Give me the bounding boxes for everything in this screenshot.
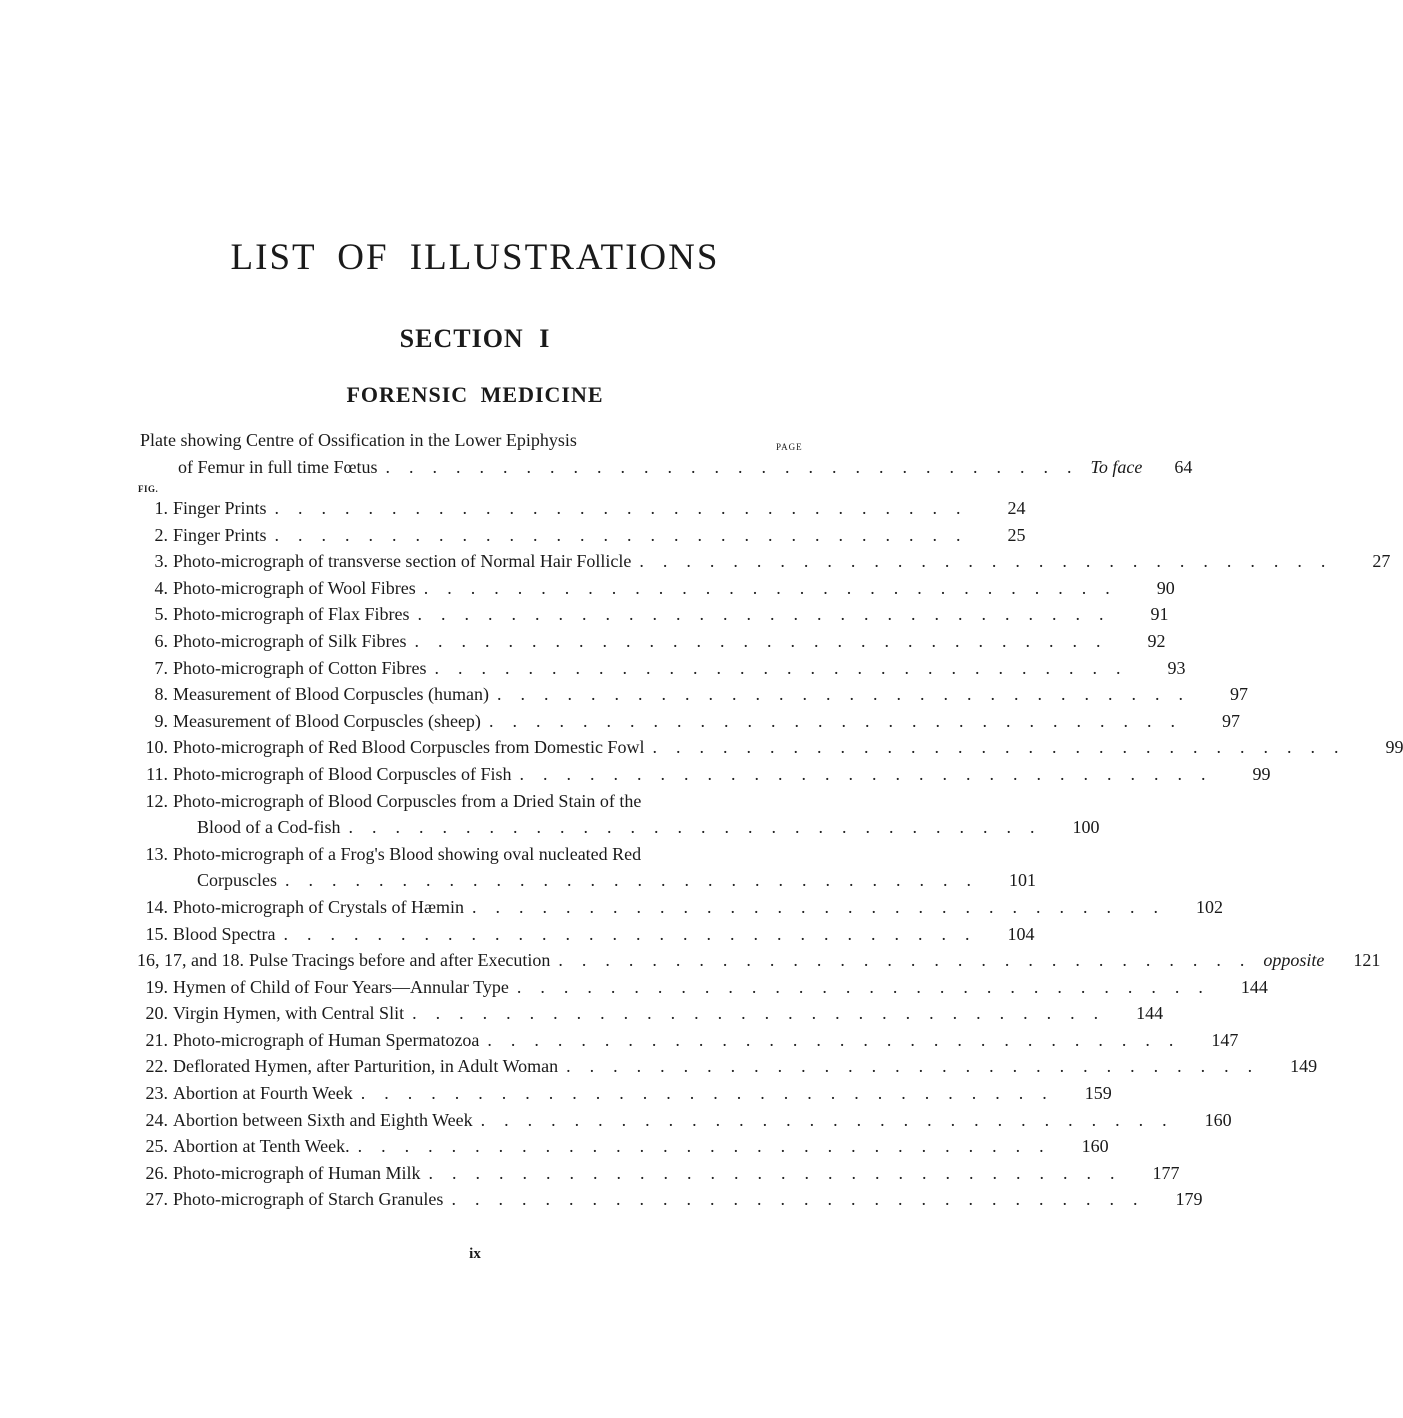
dot-leader: .............................. (480, 1109, 1186, 1130)
figure-number: 22. (145, 1056, 168, 1077)
list-item (134, 1080, 1112, 1107)
dot-leader: .............................. (516, 976, 1222, 997)
figure-caption: Abortion between Sixth and Eighth Week (173, 1109, 473, 1130)
figure-page-number: 97 (1221, 710, 1240, 731)
figure-page-number: 91 (1150, 604, 1169, 625)
figure-number: 21. (145, 1029, 168, 1050)
dot-leader: .............................. (496, 684, 1202, 705)
figure-number: 27. (145, 1189, 168, 1210)
page-folio: ix (469, 1246, 481, 1262)
figure-number: 13. (145, 843, 168, 864)
dot-leader: .............................. (274, 498, 980, 518)
figure-number: 10. (145, 737, 168, 758)
list-item (134, 974, 1268, 1001)
dot-leader: .............................. (451, 1189, 1157, 1210)
figure-number: 15. (145, 923, 168, 944)
figure-number: 12. (145, 790, 168, 811)
plate-caption-line1: Plate showing Centre of Ossification in the Lower Epiphysis (140, 430, 577, 450)
figure-caption-continuation: Blood of a Cod-fish (197, 817, 341, 838)
list-item (134, 947, 1381, 974)
figure-page-number: 160 (1204, 1109, 1232, 1130)
plate-page-number: 64 (1174, 457, 1193, 477)
list-item-continuation (134, 814, 1100, 841)
figure-caption: Photo-micrograph of Starch Granules (173, 1189, 444, 1210)
figure-page-number: 99 (1252, 763, 1271, 784)
figure-page-number: 121 (1353, 950, 1381, 971)
list-item (134, 655, 1186, 682)
dot-leader: .............................. (434, 657, 1140, 678)
dot-leader: .............................. (285, 870, 990, 891)
list-item (134, 841, 810, 868)
list-item (134, 1053, 1318, 1080)
dot-leader: .............................. (414, 630, 1120, 651)
figure-caption: Photo-micrograph of Blood Corpuscles from a Dried Stain of the (173, 790, 642, 811)
list-item (134, 681, 1248, 708)
fig-column-header: FIG. (138, 484, 159, 494)
figure-caption: Photo-micrograph of Wool Fibres (173, 577, 416, 598)
list-item (134, 1027, 1239, 1054)
figure-page-number: 101 (1009, 870, 1036, 891)
plate-caption-line2-row (140, 454, 1193, 481)
figure-caption: Abortion at Fourth Week (173, 1083, 353, 1104)
figure-number: 1. (154, 498, 168, 518)
figure-caption-continuation: Corpuscles (197, 870, 277, 891)
figure-caption: Finger Prints (173, 498, 267, 518)
dot-leader: .............................. (471, 896, 1177, 917)
figure-page-number: 149 (1290, 1056, 1318, 1077)
plate-note: To face (1090, 457, 1143, 477)
figure-number: 4. (154, 577, 168, 598)
list-item (134, 575, 1175, 602)
list-item (134, 1186, 1203, 1213)
figure-page-number: 179 (1175, 1189, 1203, 1210)
list-item (134, 1107, 1232, 1134)
list-item (134, 894, 1223, 921)
plate-caption-line2: of Femur in full time Fœtus (178, 457, 378, 477)
figure-number: 20. (145, 1003, 168, 1024)
list-item (134, 921, 1035, 948)
figure-number: 19. (145, 976, 168, 997)
figure-number: 16, 17, and 18. (137, 950, 244, 971)
dot-leader: .............................. (348, 817, 1054, 838)
section-title: SECTION I (399, 324, 551, 353)
dot-leader: .............................. (652, 737, 1358, 758)
list-item (134, 761, 1271, 788)
dot-leader: .............................. (488, 710, 1194, 731)
figure-number: 5. (154, 604, 168, 625)
dot-leader: .............................. (417, 604, 1123, 625)
figure-page-number: 159 (1084, 1083, 1112, 1104)
list-item-continuation (134, 867, 1036, 894)
figure-caption: Hymen of Child of Four Years—Annular Type (173, 976, 509, 997)
figure-caption: Photo-micrograph of Silk Fibres (173, 630, 407, 651)
figure-number: 25. (145, 1136, 168, 1157)
figure-page-number: 27 (1372, 551, 1391, 572)
list-item (134, 1000, 1164, 1027)
illustration-list (134, 495, 1403, 1213)
dot-leader: .............................. (357, 1136, 1063, 1157)
figure-note: opposite (1263, 950, 1325, 971)
figure-page-number: 97 (1229, 684, 1248, 705)
figure-number: 3. (154, 551, 168, 572)
figure-number: 7. (154, 657, 168, 678)
dot-leader: .............................. (558, 950, 1264, 971)
figure-caption: Photo-micrograph of Red Blood Corpuscles from Domestic Fowl (173, 737, 645, 758)
dot-leader: .............................. (519, 763, 1225, 784)
figure-caption: Photo-micrograph of transverse section of Normal Hair Follicle (173, 551, 632, 572)
figure-page-number: 92 (1147, 630, 1166, 651)
figure-caption: Pulse Tracings before and after Execution (249, 950, 551, 971)
figure-page-number: 102 (1195, 896, 1223, 917)
figure-number: 11. (146, 763, 168, 784)
list-item (134, 1133, 1109, 1160)
figure-caption: Photo-micrograph of Flax Fibres (173, 604, 410, 625)
figure-number: 14. (145, 896, 168, 917)
dot-leader: .............................. (423, 577, 1129, 598)
figure-page-number: 144 (1240, 976, 1268, 997)
figure-page-number: 24 (1007, 498, 1026, 518)
plate-entry (140, 427, 1193, 481)
list-item (134, 788, 810, 815)
list-item (134, 628, 1166, 655)
figure-page-number: 160 (1081, 1136, 1109, 1157)
figure-page-number: 144 (1136, 1003, 1164, 1024)
figure-caption: Deflorated Hymen, after Parturition, in Adult Woman (173, 1056, 559, 1077)
figure-caption: Finger Prints (173, 524, 267, 545)
figure-caption: Photo-micrograph of Human Spermatozoa (173, 1029, 480, 1050)
dot-leader: .............................. (566, 1056, 1272, 1077)
figure-caption: Blood Spectra (173, 923, 276, 944)
dot-leader: .............................. (283, 923, 989, 944)
list-item (134, 601, 1169, 628)
dot-leader: .............................. (428, 1162, 1134, 1183)
figure-caption: Photo-micrograph of Human Milk (173, 1162, 421, 1183)
page-title: LIST OF ILLUSTRATIONS (230, 237, 720, 278)
figure-page-number: 99 (1385, 737, 1403, 758)
figure-number: 26. (145, 1162, 168, 1183)
figure-number: 2. (154, 524, 168, 545)
dot-leader: .............................. (360, 1083, 1066, 1104)
dot-leader: .............................. (639, 551, 1345, 572)
figure-page-number: 93 (1167, 657, 1186, 678)
figure-caption: Measurement of Blood Corpuscles (sheep) (173, 710, 481, 731)
figure-caption: Abortion at Tenth Week. (173, 1136, 350, 1157)
figure-caption: Photo-micrograph of Blood Corpuscles of Fish (173, 763, 512, 784)
figure-page-number: 90 (1156, 577, 1175, 598)
list-item (134, 1160, 1180, 1187)
figure-page-number: 177 (1152, 1162, 1180, 1183)
list-item (134, 522, 1026, 549)
page-column-header: PAGE (776, 442, 803, 452)
figure-page-number: 25 (1007, 524, 1026, 545)
dot-leader: .............................. (412, 1003, 1118, 1024)
dot-leader: .............................. (487, 1029, 1193, 1050)
section-subtitle: FORENSIC MEDICINE (346, 382, 604, 407)
figure-number: 24. (145, 1109, 168, 1130)
figure-number: 6. (154, 630, 168, 651)
dot-leader: .............................. (274, 524, 980, 545)
figure-page-number: 104 (1007, 923, 1035, 944)
figure-number: 23. (145, 1083, 168, 1104)
figure-caption: Photo-micrograph of Crystals of Hæmin (173, 896, 464, 917)
figure-caption: Photo-micrograph of a Frog's Blood showing oval nucleated Red (173, 843, 642, 864)
figure-page-number: 147 (1211, 1029, 1239, 1050)
figure-page-number: 100 (1072, 817, 1100, 838)
figure-caption: Virgin Hymen, with Central Slit (173, 1003, 405, 1024)
list-item (134, 708, 1240, 735)
figure-number: 9. (154, 710, 168, 731)
list-item (134, 734, 1403, 761)
figure-number: 8. (154, 684, 168, 705)
list-item (134, 548, 1391, 575)
dot-leader: .............................. (385, 457, 1091, 477)
figure-caption: Photo-micrograph of Cotton Fibres (173, 657, 427, 678)
list-item (134, 495, 1026, 522)
figure-caption: Measurement of Blood Corpuscles (human) (173, 684, 489, 705)
